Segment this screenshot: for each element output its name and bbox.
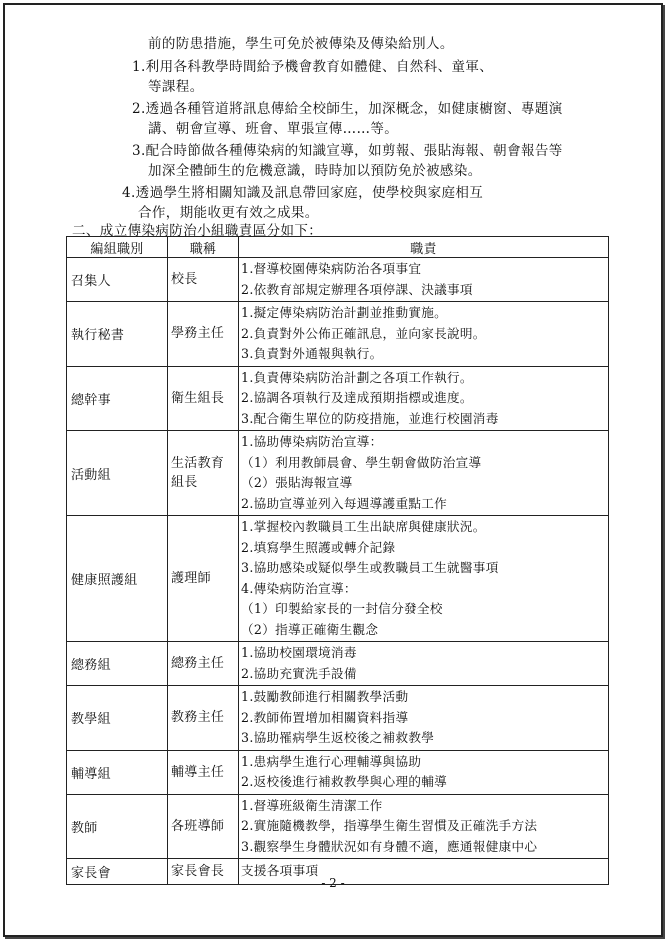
duty-line: 2.實施隨機教學，指導學生衛生習慣及正確洗手方法 xyxy=(241,818,538,833)
intro-lead: 前的防患措施，學生可免於被傳染及傳染給別人。 xyxy=(148,36,454,52)
duty-line: 2.依教育部規定辦理各項停課、決議事項 xyxy=(241,281,473,297)
duties-cell xyxy=(239,516,609,642)
intro-item-2b: 講、朝會宣導、班會、單張宣傳……等。 xyxy=(148,121,399,137)
page-number: - 2 - xyxy=(321,876,345,890)
duty-line: （1）利用教師晨會、學生朝會做防治宣導 xyxy=(241,454,482,470)
intro-item-3b: 加深全體師生的危機意識，時時加以預防免於被感染。 xyxy=(148,163,482,179)
table-row xyxy=(67,686,609,751)
duty-line: 4.傳染病防治宣導： xyxy=(241,580,357,596)
table-row xyxy=(67,794,609,859)
role-cell: 教學組 xyxy=(67,686,168,751)
title-cell: 輔導主任 xyxy=(168,750,239,794)
role-cell: 總務組 xyxy=(67,642,168,686)
duty-line: 3.協助感染或疑似學生或教職員工生就醫事項 xyxy=(241,560,499,575)
duty-line: 2.協助宣導並列入每週導護重點工作 xyxy=(241,495,448,511)
duty-line: 1.負責傳染病防治計劃之各項工作執行。 xyxy=(241,369,473,385)
intro-item-1a: 1.利用各科教學時間給予機會教育如體健、自然科、童軍、 xyxy=(132,59,494,75)
table-row xyxy=(67,642,609,686)
role-cell: 召集人 xyxy=(67,258,168,302)
title-cell: 生活教育組長 xyxy=(168,431,239,516)
duty-line: 2.返校後進行補救教學與心理的輔導 xyxy=(241,774,448,789)
intro-item-3a: 3.配合時節做各種傳染病的知識宣導，如剪報、張貼海報、朝會報告等 xyxy=(132,143,563,159)
duties-cell xyxy=(239,431,609,516)
title-cell: 教務主任 xyxy=(168,686,239,751)
duty-line: 1.督導班級衛生清潔工作 xyxy=(241,797,383,813)
title-cell: 總務主任 xyxy=(168,642,239,686)
duty-line: 1.掌握校內教職員工生出缺席與健康狀況。 xyxy=(241,519,486,534)
title-cell: 各班導師 xyxy=(168,794,239,859)
table-row xyxy=(67,431,609,516)
role-cell: 總幹事 xyxy=(67,366,168,431)
duty-line: 2.教師佈置增加相關資料指導 xyxy=(241,709,409,725)
duty-line: 3.協助罹病學生返校後之補救教學 xyxy=(241,730,435,745)
duty-line: 2.協助充實洗手設備 xyxy=(241,665,357,681)
title-cell: 校長 xyxy=(168,258,239,302)
table-row xyxy=(67,258,609,302)
duty-line: （2）張貼海報宣導 xyxy=(241,475,353,490)
duty-line: （2）指導正確衛生觀念 xyxy=(241,621,379,637)
table-row xyxy=(67,302,609,367)
role-cell: 執行秘書 xyxy=(67,302,168,367)
header-duties: 職責 xyxy=(239,237,609,258)
table-row xyxy=(67,366,609,431)
duty-line: （1）印製給家長的一封信分發全校 xyxy=(241,601,443,616)
header-title: 職稱 xyxy=(168,237,239,258)
duty-line: 3.觀察學生身體狀況如有身體不適，應通報健康中心 xyxy=(241,838,538,854)
duty-line: 1.患病學生進行心理輔導與協助 xyxy=(241,753,422,769)
duty-line: 2.填寫學生照護或轉介記錄 xyxy=(241,539,396,555)
duty-line: 1.協助校園環境消毒 xyxy=(241,645,357,660)
duties-cell xyxy=(239,794,609,859)
duty-line: 3.配合衛生單位的防疫措施，並進行校園消毒 xyxy=(241,410,499,426)
duty-line: 1.鼓勵教師進行相關教學活動 xyxy=(241,689,409,704)
intro-item-4a: 4.透過學生將相關知識及訊息帶回家庭，使學校與家庭相互 xyxy=(122,185,484,201)
role-cell: 活動組 xyxy=(67,431,168,516)
duty-line: 支援各項事項 xyxy=(241,863,319,879)
role-cell: 輔導組 xyxy=(67,750,168,794)
role-cell: 家長會 xyxy=(67,859,168,885)
table-header-row xyxy=(67,237,609,258)
duties-cell xyxy=(239,750,609,794)
intro-item-1b: 等課程。 xyxy=(148,79,204,95)
intro-item-4b: 合作，期能收更有效之成果。 xyxy=(138,205,319,221)
title-cell: 家長會長 xyxy=(168,859,239,885)
title-cell: 護理師 xyxy=(168,516,239,642)
duties-table xyxy=(66,236,609,885)
duty-line: 2.負責對外公佈正確訊息，並向家長說明。 xyxy=(241,325,486,341)
duty-line: 2.協調各項執行及達成預期指標或進度。 xyxy=(241,390,473,405)
duties-cell xyxy=(239,258,609,302)
duties-cell xyxy=(239,642,609,686)
duties-cell xyxy=(239,302,609,367)
duty-line: 1.協助傳染病防治宣導： xyxy=(241,434,383,449)
duties-cell xyxy=(239,366,609,431)
table-row xyxy=(67,750,609,794)
role-cell: 教師 xyxy=(67,794,168,859)
title-cell: 衛生組長 xyxy=(168,366,239,431)
intro-item-2a: 2.透過各種管道將訊息傳給全校師生，加深概念，如健康櫥窗、專題演 xyxy=(132,101,563,117)
duties-cell xyxy=(239,686,609,751)
duty-line: 3.負責對外通報與執行。 xyxy=(241,346,383,361)
role-cell: 健康照護組 xyxy=(67,516,168,642)
table-row xyxy=(67,516,609,642)
duty-line: 1.擬定傳染病防治計劃並推動實施。 xyxy=(241,305,448,320)
header-role: 編組職別 xyxy=(67,237,168,258)
duty-line: 1.督導校園傳染病防治各項事宜 xyxy=(241,261,422,276)
title-cell: 學務主任 xyxy=(168,302,239,367)
section-heading: 二、成立傳染病防治小組職責區分如下： xyxy=(72,223,323,239)
